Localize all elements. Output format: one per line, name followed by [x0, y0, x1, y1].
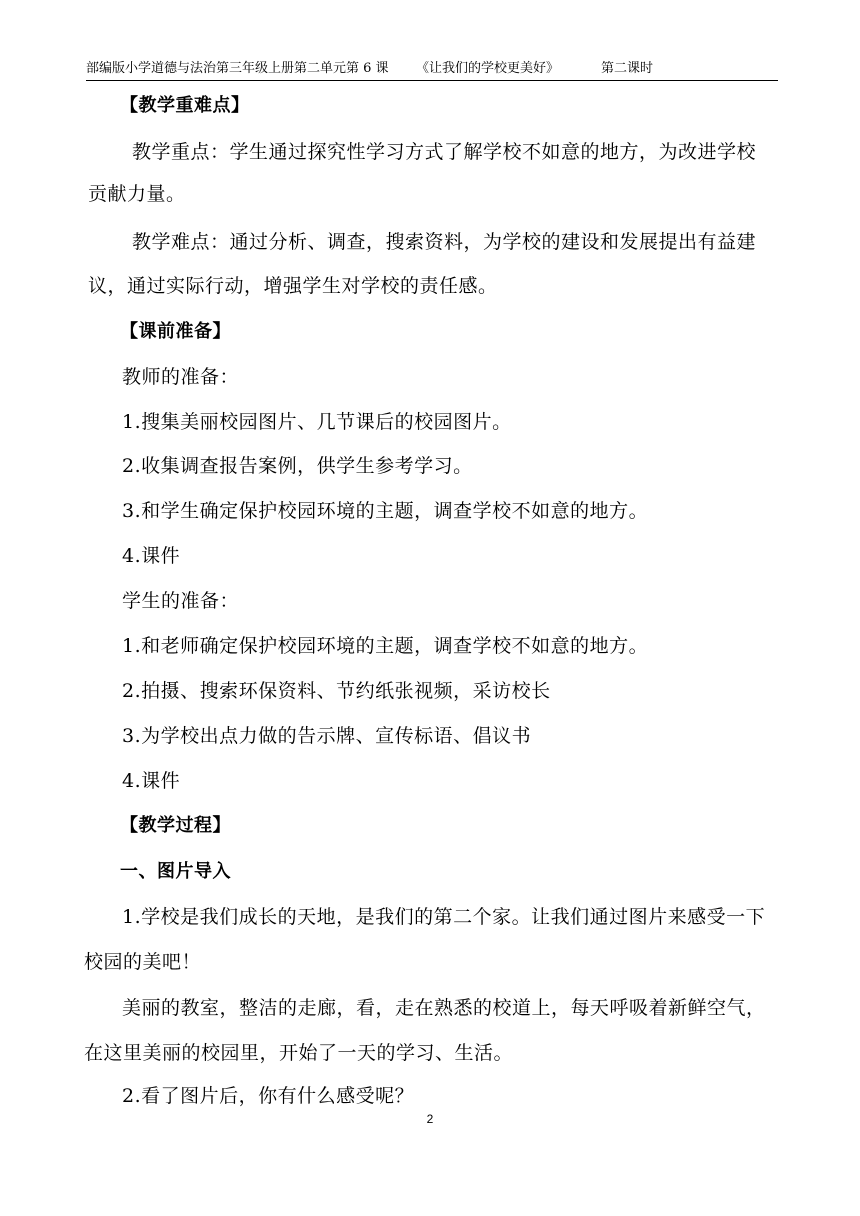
student-prep-title: 学生的准备：	[122, 590, 240, 612]
page-header	[86, 58, 778, 81]
paragraph-line: 美丽的教室，整洁的走廊，看，走在熟悉的校道上，每天呼吸着新鲜空气，	[122, 997, 766, 1019]
process-heading: 【教学过程】	[120, 815, 231, 836]
student-prep-item: 3.为学校出点力做的告示牌、宣传标语、倡议书	[122, 725, 532, 747]
key-point-line-2: 贡献力量。	[88, 183, 186, 205]
teacher-prep-item: 2.收集调查报告案例，供学生参考学习。	[122, 455, 473, 477]
teacher-prep-item: 3.和学生确定保护校园环境的主题，调查学校不如意的地方。	[122, 500, 649, 522]
header-lesson-title: 《让我们的学校更美好》	[416, 61, 560, 76]
paragraph-line: 2.看了图片后，你有什么感受呢？	[122, 1085, 415, 1107]
key-point-line-1: 教学重点：学生通过探究性学习方式了解学校不如意的地方，为改进学校	[132, 141, 757, 163]
teacher-prep-item: 1.搜集美丽校园图片、几节课后的校园图片。	[122, 411, 512, 433]
paragraph-line: 在这里美丽的校园里，开始了一天的学习、生活。	[84, 1042, 514, 1064]
prep-heading: 【课前准备】	[120, 321, 231, 342]
student-prep-item: 4.课件	[122, 770, 181, 792]
teacher-prep-title: 教师的准备：	[122, 366, 240, 388]
paragraph-line: 1.学校是我们成长的天地，是我们的第二个家。让我们通过图片来感受一下	[122, 906, 766, 928]
page-number: 2	[426, 1112, 434, 1126]
paragraph-line: 校园的美吧！	[84, 951, 202, 973]
focus-heading: 【教学重难点】	[120, 95, 250, 116]
student-prep-item: 1.和老师确定保护校园环境的主题，调查学校不如意的地方。	[122, 635, 649, 657]
student-prep-item: 2.拍摄、搜索环保资料、节约纸张视频，采访校长	[122, 680, 551, 702]
header-course: 部编版小学道德与法治第三年级上册第二单元第 6 课	[86, 61, 389, 76]
teacher-prep-item: 4.课件	[122, 545, 181, 567]
section-title: 一、图片导入	[120, 861, 231, 882]
difficulty-line-1: 教学难点：通过分析、调查，搜索资料，为学校的建设和发展提出有益建	[132, 231, 757, 253]
difficulty-line-2: 议，通过实际行动，增强学生对学校的责任感。	[88, 275, 498, 297]
header-period: 第二课时	[601, 61, 654, 76]
